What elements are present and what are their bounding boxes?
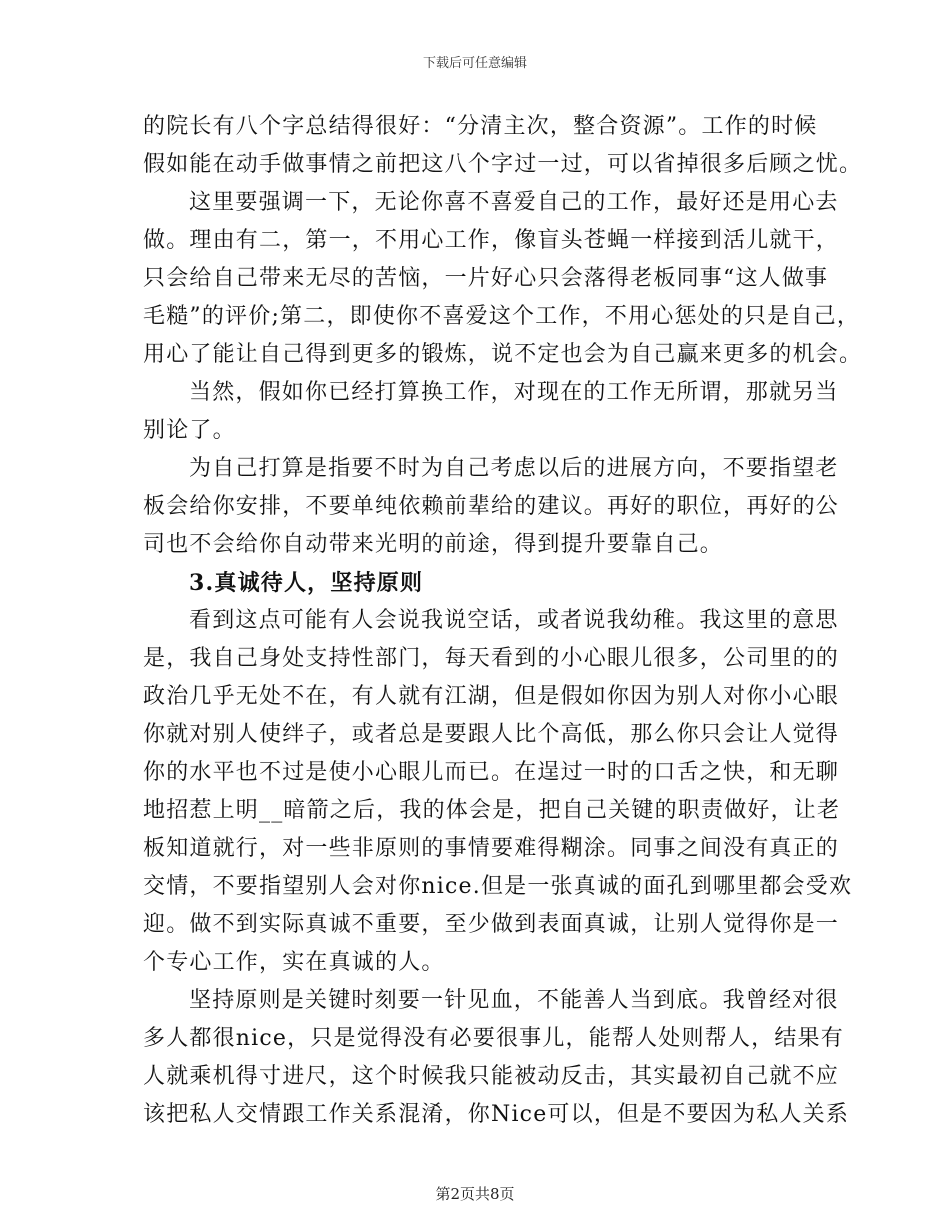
page-footer: 第2页共8页 [435,1185,515,1203]
paragraph-line: 板会给你安排，不要单纯依赖前辈给的建议。再好的职位，再好的公 [143,494,840,519]
paragraph-line: 司也不会给你自动带来光明的前途，得到提升要靠自己。 [143,532,724,557]
paragraph-line: 政治几乎无处不在，有人就有江湖，但是假如你因为别人对你小心眼 [143,684,840,709]
paragraph-line: 只会给自己带来无尽的苦恼，一片好心只会落得老板同事“这人做事 [143,266,829,291]
paragraph-line: 交情，不要指望别人会对你nice.但是一张真诚的面孔到哪里都会受欢 [143,874,853,899]
paragraph-line: 毛糙”的评价;第二，即使你不喜爱这个工作，不用心惩处的只是自己， [143,304,861,329]
page-header: 下载后可任意编辑 [422,56,527,71]
paragraph-line: 这里要强调一下，无论你喜不喜爱自己的工作，最好还是用心去 [189,190,839,215]
paragraph-line: 多人都很nice，只是觉得没有必要很事儿，能帮人处则帮人，结果有 [143,1026,844,1051]
paragraph-line: 个专心工作，实在真诚的人。 [143,950,445,975]
paragraph-line: 用心了能让自己得到更多的锻炼，说不定也会为自己赢来更多的机会。 [143,342,863,367]
paragraph-line: 别论了。 [143,418,236,443]
paragraph-line: 假如能在动手做事情之前把这八个字过一过，可以省掉很多后顾之忧。 [143,152,863,177]
paragraph-line: 的院长有八个字总结得很好：“分清主次，整合资源”。工作的时候 [143,114,818,139]
paragraph-line: 看到这点可能有人会说我说空话，或者说我幼稚。我这里的意思 [189,608,839,633]
paragraph-line: 地招惹上明__暗箭之后，我的体会是，把自己关键的职责做好，让老 [143,798,841,823]
paragraph-line: 迎。做不到实际真诚不重要，至少做到表面真诚，让别人觉得你是一 [143,912,840,937]
paragraph-line: 该把私人交情跟工作关系混淆，你Nice可以，但是不要因为私人关系 [143,1102,850,1127]
paragraph-line: 是，我自己身处支持性部门，每天看到的小心眼儿很多，公司里的的 [143,646,840,671]
paragraph-line: 你就对别人使绊子，或者总是要跟人比个高低，那么你只会让人觉得 [143,722,840,747]
paragraph-line: 坚持原则是关键时刻要一针见血，不能善人当到底。我曾经对很 [189,988,839,1013]
paragraph-line: 板知道就行，对一些非原则的事情要难得糊涂。同事之间没有真正的 [143,836,840,861]
section-heading: 3.真诚待人，坚持原则 [189,570,424,596]
paragraph-line: 为自己打算是指要不时为自己考虑以后的进展方向，不要指望老 [189,456,839,481]
document-body [143,108,863,1134]
paragraph-line: 当然，假如你已经打算换工作，对现在的工作无所谓，那就另当 [189,380,839,405]
paragraph-line: 人就乘机得寸进尺，这个时候我只能被动反击，其实最初自己就不应 [143,1064,840,1089]
paragraph-line: 做。理由有二，第一，不用心工作，像盲头苍蝇一样接到活儿就干， [143,228,840,253]
paragraph-line: 你的水平也不过是使小心眼儿而已。在逞过一时的口舌之快，和无聊 [143,760,840,785]
